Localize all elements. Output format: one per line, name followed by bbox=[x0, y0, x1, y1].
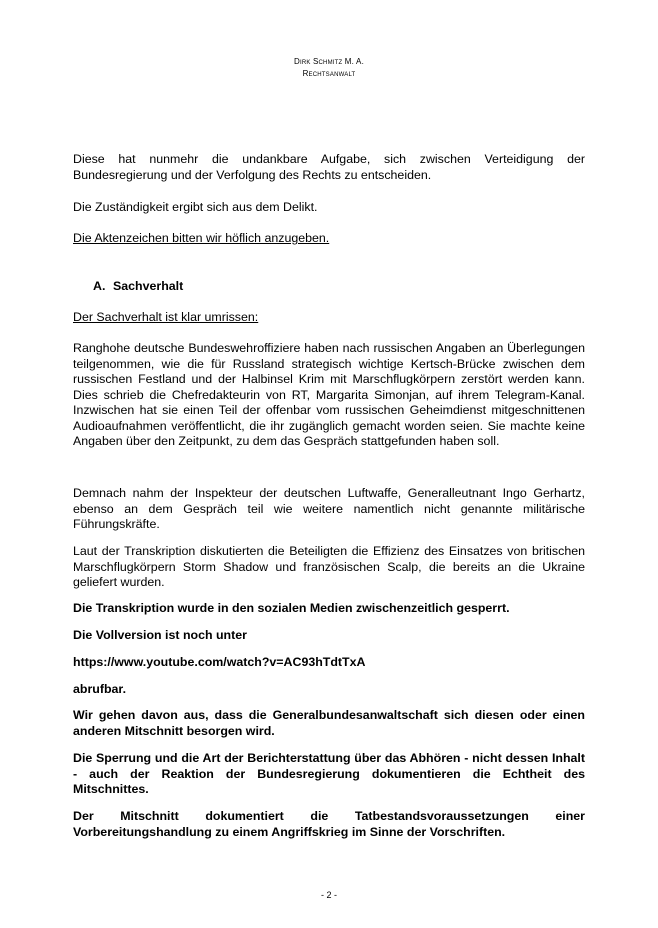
letterhead-name: Dirk Schmitz M. A. bbox=[293, 57, 365, 66]
paragraph-blocked: Die Transkription wurde in den sozialen Medien zwischenzeitlich gesperrt. bbox=[73, 601, 510, 615]
paragraph-facts-intro: Der Sachverhalt ist klar umrissen: bbox=[73, 310, 259, 324]
paragraph-facts-main: Ranghohe deutsche Bundeswehroffiziere haben nach russischen Angaben an Überlegungen teilgenommen, wie die für Russland strategisch wichtige Kertsch-Brücke zwischen dem russischen Festland und der Halbinsel Krim mit Marschflugkörpern zerstört werden kann. Dies schrieb die Chefredakteurin von RT, Margarita Simonjan, auf ihrem Telegram-Kanal. Inzwischen hat sie einen Teil der offenbar vom russischen Geheimdienst mitgeschnittenen Audioaufnahmen veröffentlicht, die ihr zugänglich gemacht worden seien. Sie machte keine Angaben über den Zeitpunkt, zu dem das Gespräch stattgefunden haben soll. bbox=[73, 341, 585, 448]
paragraph-full-version: Die Vollversion ist noch unter bbox=[73, 628, 247, 642]
letterhead-title: Rechtsanwalt bbox=[302, 69, 356, 78]
video-link[interactable]: https://www.youtube.com/watch?v=AC93hTdtTxA bbox=[73, 655, 366, 669]
paragraph-available: abrufbar. bbox=[73, 682, 127, 696]
paragraph-assumption: Wir gehen davon aus, dass die Generalbundesanwaltschaft sich diesen oder einen anderen Mitschnitt besorgen wird. bbox=[73, 708, 585, 738]
paragraph-authenticity: Die Sperrung und die Art der Berichterstattung über das Abhören - nicht dessen Inhalt - auch der Reaktion der Bundesregierung dokumentieren die Echtheit des Mitschnittes. bbox=[73, 751, 585, 796]
paragraph-jurisdiction: Die Zuständigkeit ergibt sich aus dem Delikt. bbox=[73, 200, 318, 214]
paragraph-offense: Der Mitschnitt dokumentiert die Tatbestandsvoraussetzungen einer Vorbereitungshandlung zu einem Angriffskrieg im Sinne der Vorschriften. bbox=[73, 809, 585, 839]
page-number: - 2 - bbox=[320, 890, 337, 900]
paragraph-participants: Demnach nahm der Inspekteur der deutschen Luftwaffe, Generalleutnant Ingo Gerhartz, ebenso an dem Gespräch teil wie weitere namentlich nicht genannte militärische Führungskräfte. bbox=[73, 486, 585, 531]
paragraph-duty: Diese hat nunmehr die undankbare Aufgabe, sich zwischen Verteidigung der Bundesregierung und der Verfolgung des Rechts zu entscheiden. bbox=[73, 152, 585, 182]
paragraph-file-reference: Die Aktenzeichen bitten wir höflich anzugeben. bbox=[73, 231, 330, 245]
section-number: A. bbox=[93, 279, 106, 293]
section-heading bbox=[93, 279, 183, 294]
section-title: Sachverhalt bbox=[113, 279, 184, 293]
paragraph-transcription: Laut der Transkription diskutierten die Beteiligten die Effizienz des Einsatzes von britischen Marschflugkörpern Storm Shadow und französischen Scalp, die bereits an die Ukraine geliefert wurden. bbox=[73, 544, 585, 589]
letterhead bbox=[0, 56, 658, 80]
